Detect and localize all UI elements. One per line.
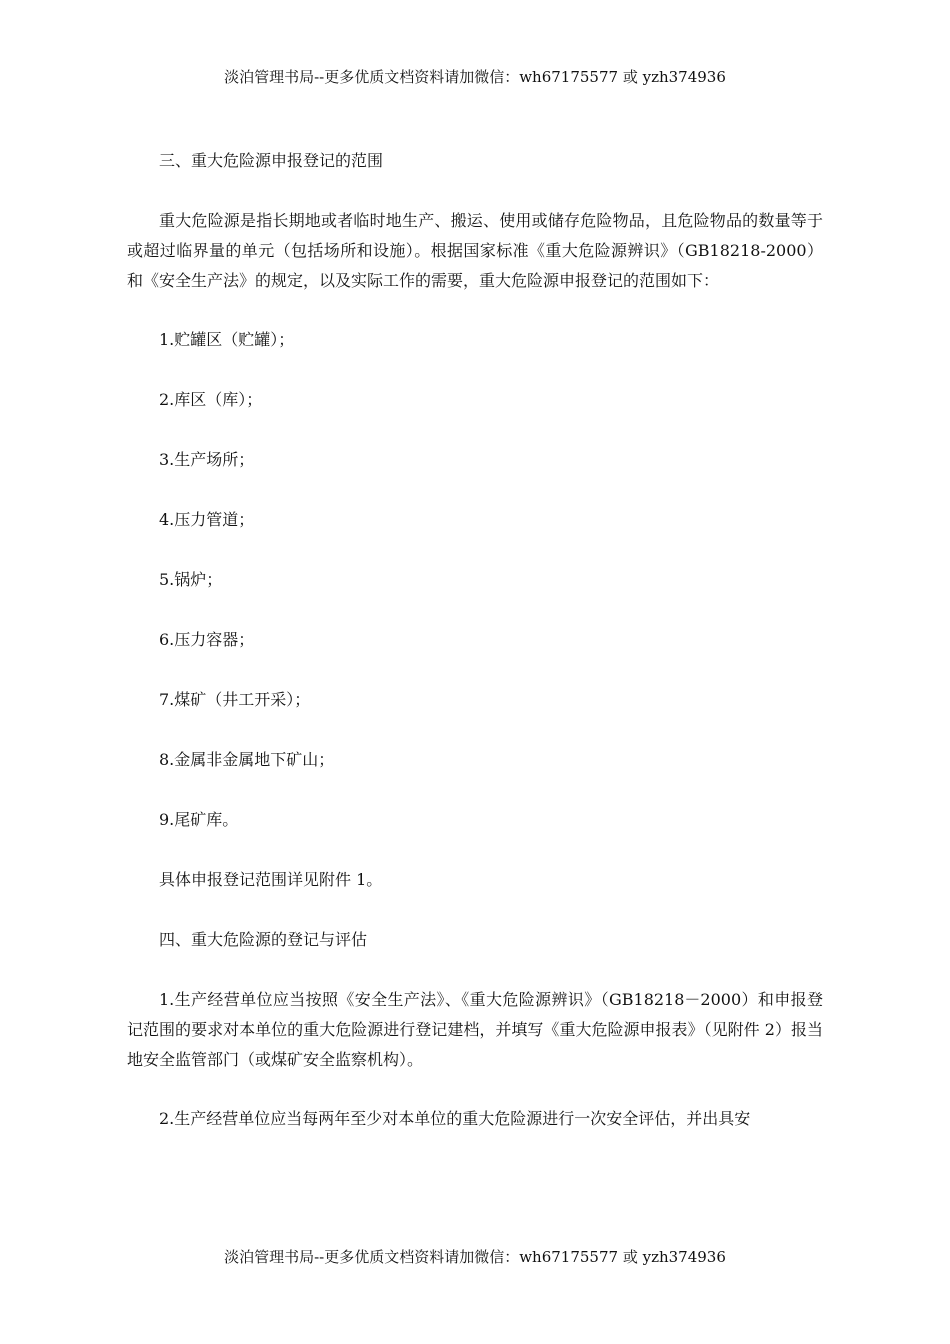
page-header: 淡泊管理书局--更多优质文档资料请加微信：wh67175577 或 yzh374936 xyxy=(224,68,726,86)
list-item-9: 9.尾矿库。 xyxy=(159,810,239,829)
section-4-title: 四、重大危险源的登记与评估 xyxy=(159,930,368,949)
list-item-4: 4.压力管道； xyxy=(159,510,255,529)
list-item-1: 1.贮罐区（贮罐）； xyxy=(159,330,295,349)
document-body xyxy=(127,146,823,1163)
section-4-paragraph-1: 1.生产经营单位应当按照《安全生产法》、《重大危险源辨识》（GB18218－2000）和申报登记范围的要求对本单位的重大危险源进行登记建档，并填写《重大危险源申报表》（见附件 2）报当地安全监管部门（或煤矿安全监察机构）。 xyxy=(127,990,823,1069)
section-3-intro: 重大危险源是指长期地或者临时地生产、搬运、使用或储存危险物品，且危险物品的数量等于或超过临界量的单元（包括场所和设施）。根据国家标准《重大危险源辨识》（GB18218-2000）和《安全生产法》的规定，以及实际工作的需要，重大危险源申报登记的范围如下： xyxy=(127,211,823,290)
section-3-title: 三、重大危险源申报登记的范围 xyxy=(159,151,384,170)
appendix-note: 具体申报登记范围详见附件 1。 xyxy=(159,870,383,889)
list-item-8: 8.金属非金属地下矿山； xyxy=(159,750,335,769)
list-item-6: 6.压力容器； xyxy=(159,630,255,649)
section-4-paragraph-2: 2.生产经营单位应当每两年至少对本单位的重大危险源进行一次安全评估，并出具安 xyxy=(159,1109,751,1128)
page-footer: 淡泊管理书局--更多优质文档资料请加微信：wh67175577 或 yzh374936 xyxy=(224,1248,726,1266)
list-item-3: 3.生产场所； xyxy=(159,450,255,469)
list-item-2: 2.库区（库）； xyxy=(159,390,263,409)
list-item-7: 7.煤矿（井工开采）； xyxy=(159,690,311,709)
list-item-5: 5.锅炉； xyxy=(159,570,223,589)
